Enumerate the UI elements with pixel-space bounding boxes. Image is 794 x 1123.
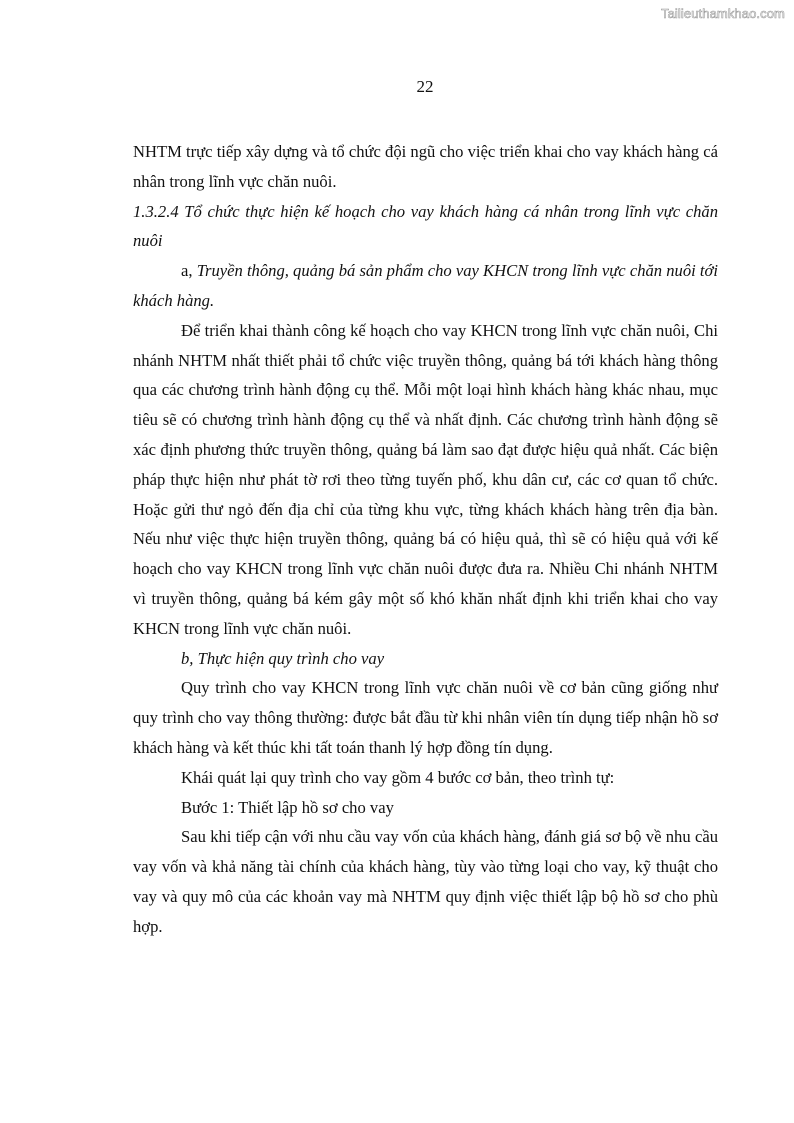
subsection-a-title: Truyền thông, quảng bá sản phẩm cho vay KHCN trong lĩnh vực chăn nuôi tới khách hàng. <box>133 261 718 310</box>
page-number: 22 <box>416 77 434 96</box>
paragraph-loan-process: Quy trình cho vay KHCN trong lĩnh vực chăn nuôi về cơ bản cũng giống như quy trình cho vay thông thường: được bắt đầu từ khi nhân viên tín dụng tiếp nhận hồ sơ khách hàng và kết thúc khi tất toán thanh lý hợp đồng tín dụng. <box>133 678 718 757</box>
paragraph-intro: NHTM trực tiếp xây dựng và tổ chức đội ngũ cho việc triển khai cho vay khách hàng cá nhân trong lĩnh vực chăn nuôi. <box>133 142 718 191</box>
subsection-a-heading <box>133 256 718 316</box>
step-1-heading: Bước 1: Thiết lập hồ sơ cho vay <box>181 797 394 817</box>
subsection-a-prefix: a, <box>181 261 193 281</box>
section-heading-1-3-2-4: 1.3.2.4 Tổ chức thực hiện kế hoạch cho vay khách hàng cá nhân trong lĩnh vực chăn nuôi <box>133 201 718 251</box>
paragraph-step-1: Sau khi tiếp cận với nhu cầu vay vốn của khách hàng, đánh giá sơ bộ về nhu cầu vay vốn và khả năng tài chính của khách hàng, tùy vào từng loại cho vay, kỹ thuật cho vay và quy mô của các khoản vay mà NHTM quy định việc thiết lập bộ hồ sơ cho phù hợp. <box>133 827 718 936</box>
watermark: Tailieuthamkhao.com <box>660 6 785 21</box>
document-body <box>133 137 718 942</box>
paragraph-steps-overview: Khái quát lại quy trình cho vay gồm 4 bước cơ bản, theo trình tự: <box>181 767 615 787</box>
subsection-b-heading: b, Thực hiện quy trình cho vay <box>181 648 385 668</box>
paragraph-communication: Để triển khai thành công kế hoạch cho vay KHCN trong lĩnh vực chăn nuôi, Chi nhánh NHTM nhất thiết phải tổ chức việc truyền thông, quảng bá tới khách hàng thông qua các chương trình hành động cụ thể. Mỗi một loại hình khách hàng khác nhau, mục tiêu sẽ có chương trình hành động cụ thể và nhất định. Các chương trình hành động sẽ xác định phương thức truyền thông, quảng bá làm sao đạt được hiệu quả nhất. Các biện pháp thực hiện như phát tờ rơi theo từng tuyến phố, khu dân cư, các cơ quan tổ chức. Hoặc gửi thư ngỏ đến địa chỉ của từng khu vực, từng khách khách hàng trên địa bàn. Nếu như việc thực hiện truyền thông, quảng bá có hiệu quả, thì sẽ có hiệu quả với kế hoạch cho vay KHCN trong lĩnh vực chăn nuôi được đưa ra. Nhiều Chi nhánh NHTM vì truyền thông, quảng bá kém gây một số khó khăn nhất định khi triển khai cho vay KHCN trong lĩnh vực chăn nuôi. <box>133 320 718 638</box>
